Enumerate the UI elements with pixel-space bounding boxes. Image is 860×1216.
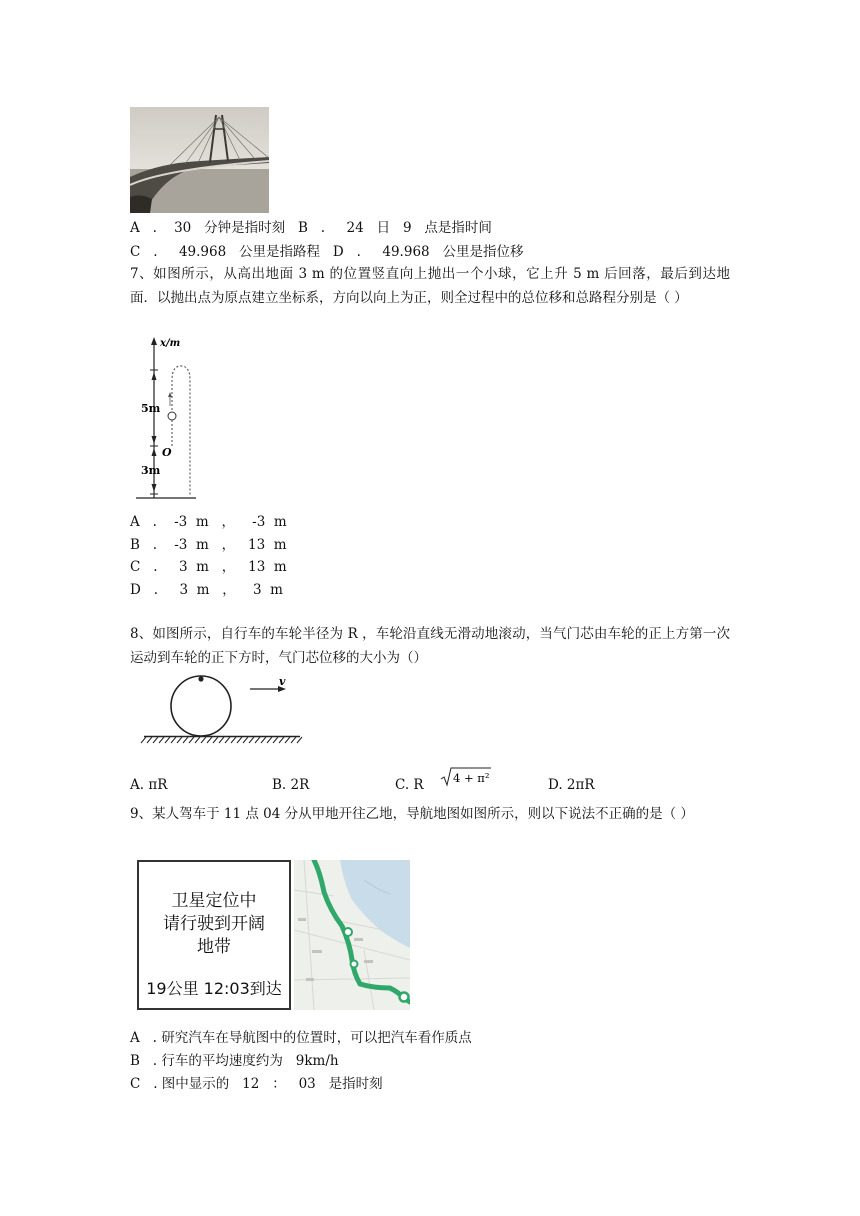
q7-option-c: C . 3 m ， 13 m <box>130 559 287 575</box>
nav-line-3: 地带 <box>197 937 231 957</box>
bridge-photo <box>130 107 269 213</box>
q8-figure <box>140 672 304 746</box>
q7-option-b: B . -3 m ， 13 m <box>130 537 287 553</box>
q8-option-c-formula <box>440 766 492 788</box>
nav-line-1: 卫星定位中 <box>171 891 257 911</box>
q8-option-c: C. R <box>395 777 424 793</box>
nav-screen-box <box>137 860 291 1010</box>
q7-option-a: A . -3 m ， -3 m <box>130 514 287 530</box>
formula-text: 4 + π² <box>453 771 490 785</box>
q6-options-cd: C . 49.968 公里是指路程 D . 49.968 公里是指位移 <box>130 244 524 260</box>
label-5m: 5m <box>141 402 161 415</box>
label-o: O <box>162 446 172 459</box>
q9-option-a: A . 研究汽车在导航图中的位置时，可以把汽车看作质点 <box>130 1030 472 1046</box>
q6-options-ab: A . 30 分钟是指时刻 B . 24 日 9 点是指时间 <box>130 220 492 236</box>
velocity-label: v <box>279 675 286 688</box>
q7-text: 7、如图所示，从高出地面 3 m 的位置竖直向上抛出一个小球，它上升 5 m 后回落，最后到达地面．以抛出点为原点建立坐标系，方向以向上为正，则全过程中的总位移和总路程分别是（ ） <box>130 266 730 306</box>
wheel <box>171 676 231 736</box>
valve-dot <box>198 676 203 681</box>
q9-text: 9、某人驾车于 11 点 04 分从甲地开往乙地，导航地图如图所示，则以下说法不正确的是（ ） <box>130 806 694 822</box>
q7-figure <box>130 336 210 502</box>
nav-line-4: 19公里 12:03到达 <box>146 979 282 998</box>
q8-option-b: B. 2R <box>272 777 310 793</box>
q7-option-d: D . 3 m ， 3 m <box>130 582 283 598</box>
nav-line-2: 请行驶到开阔 <box>163 914 265 934</box>
q8-text: 8、如图所示，自行车的车轮半径为 R ，车轮沿直线无滑动地滚动，当气门芯由车轮的正上方第一次运动到车轮的正下方时，气门芯位移的大小为（） <box>130 626 730 666</box>
q9-option-c: C . 图中显示的 12 ： 03 是指时刻 <box>130 1076 383 1092</box>
label-3m: 3m <box>141 464 161 477</box>
axis-label: x/m <box>160 338 181 349</box>
q8-option-a: A. πR <box>130 777 168 793</box>
navigation-map <box>294 860 410 1010</box>
q9-option-b: B . 行车的平均速度约为 9km/h <box>130 1053 339 1069</box>
q8-option-d: D. 2πR <box>548 777 595 793</box>
